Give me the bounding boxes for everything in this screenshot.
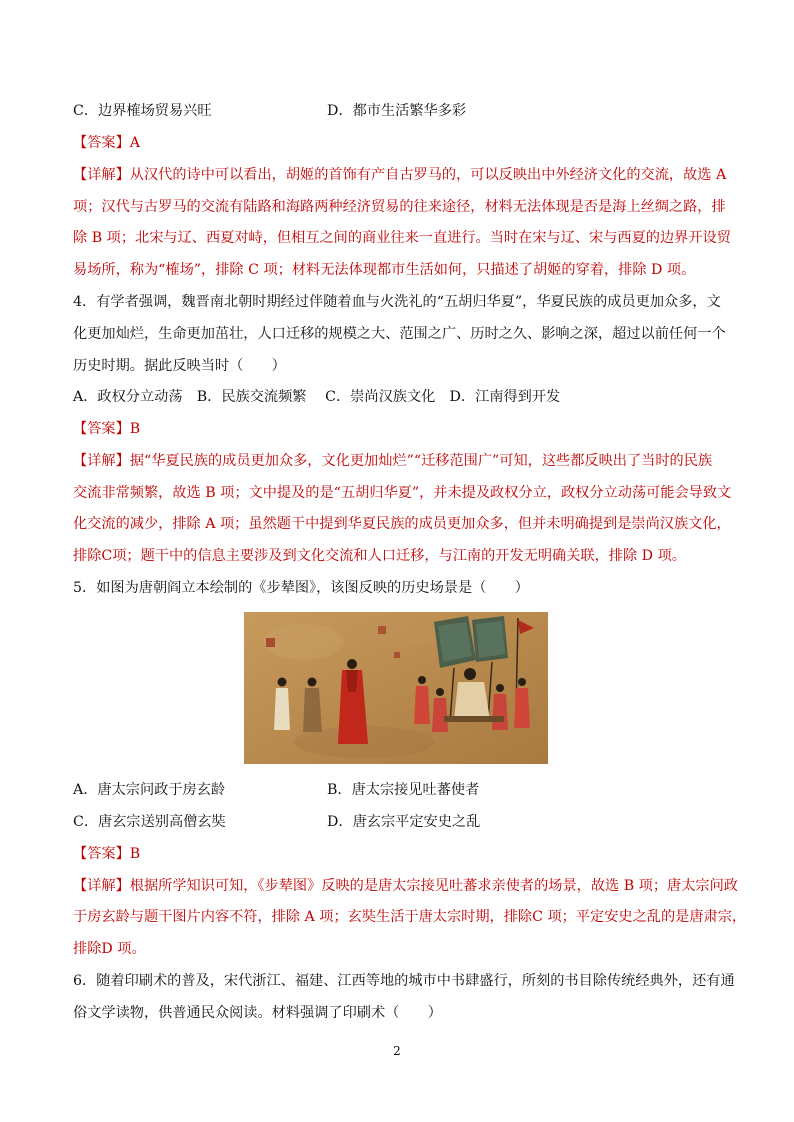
q5-option-c: C．唐玄宗送别高僧玄奘: [73, 814, 226, 830]
q5-option-d: D．唐玄宗平定安史之乱: [327, 814, 481, 830]
detail-tag: 【详解】: [73, 453, 130, 469]
q5-detail-line: 于房玄龄与题干图片内容不符，排除 A 项；玄奘生活于唐太宗时期，排除C 项；平定安史之乱的是唐肃宗，: [73, 909, 747, 925]
answer-tag: 【答案】: [73, 135, 130, 151]
q4-stem-line: 历史时期。据此反映当时（ ）: [73, 358, 286, 374]
detail-text: 从汉代的诗中可以看出，胡姬的首饰有产自古罗马的，可以反映出中外经济文化的交流，故选 A: [129, 167, 727, 183]
bunian-tu-painting: [244, 612, 548, 764]
detail-text: 根据所学知识可知，《步辇图》反映的是唐太宗接见吐蕃求亲使者的场景，故选 B 项；唐太宗问政: [129, 878, 738, 894]
answer-value: B: [129, 846, 141, 862]
q5-answer: [73, 844, 140, 864]
q5-stem: 5．如图为唐朝阎立本绘制的《步辇图》，该图反映的历史场景是（ ）: [73, 580, 529, 596]
q3-detail-line: 项；汉代与古罗马的交流有陆路和海路两种经济贸易的往来途径，材料无法体现是否是海上丝绸之路，排: [73, 199, 726, 215]
answer-value: A: [129, 135, 141, 151]
q3-detail-line: 易场所，称为“榷场”，排除 C 项；材料无法体现都市生活如何，只描述了胡姬的穿着，排除 D 项。: [73, 262, 696, 278]
answer-value: B: [129, 421, 141, 437]
q4-answer: [73, 419, 140, 439]
detail-tag: 【详解】: [73, 878, 130, 894]
q4-detail-line: 交流非常频繁，故选 B 项；文中提及的是“五胡归华夏”，并未提及政权分立，政权分立动荡可能会导致文: [73, 485, 732, 501]
q3-detail-line: 除 B 项；北宋与辽、西夏对峙，但相互之间的商业往来一直进行。当时在宋与辽、宋与西夏的边界开设贸: [73, 230, 731, 246]
q3-option-c: C．边界榷场贸易兴旺: [73, 103, 212, 119]
q3-answer: [73, 133, 140, 153]
q5-detail-line: 排除D 项。: [73, 941, 146, 957]
answer-tag: 【答案】: [73, 846, 130, 862]
detail-text: 据“华夏民族的成员更加众多，文化更加灿烂”“迁移范围广”可知，这些都反映出了当时的民族: [129, 453, 713, 469]
q4-stem-line: 4．有学者强调，魏晋南北朝时期经过伴随着血与火洗礼的“五胡归华夏”，华夏民族的成员更加众多，文: [73, 294, 721, 310]
painting-illustration: [244, 612, 548, 764]
q5-detail-line: [73, 876, 738, 896]
q5-option-a: A．唐太宗问政于房玄龄: [73, 782, 226, 798]
detail-tag: 【详解】: [73, 167, 130, 183]
page-number: 2: [393, 1044, 401, 1058]
q3-detail-line: [73, 165, 726, 185]
q4-detail-line: [73, 451, 712, 471]
q4-stem-line: 化更加灿烂，生命更加茁壮，人口迁移的规模之大、范围之广、历时之久、影响之深，超过以前任何一个: [73, 326, 726, 342]
answer-tag: 【答案】: [73, 421, 130, 437]
q4-detail-line: 化交流的减少，排除 A 项；虽然题干中提到华夏民族的成员更加众多，但并未明确提到是崇尚汉族文化，: [73, 516, 731, 532]
q6-stem-line: 俗文学读物，供普通民众阅读。材料强调了印刷术（ ）: [73, 1005, 442, 1021]
q4-detail-line: 排除C项；题干中的信息主要涉及到文化交流和人口迁移，与江南的开发无明确关联，排除 D 项。: [73, 548, 686, 564]
q3-option-d: D．都市生活繁华多彩: [327, 103, 467, 119]
q5-option-b: B．唐太宗接见吐蕃使者: [327, 782, 480, 798]
q4-options: A．政权分立动荡 B．民族交流频繁 C．崇尚汉族文化 D．江南得到开发: [73, 389, 561, 405]
q6-stem-line: 6．随着印刷术的普及，宋代浙江、福建、江西等地的城市中书肆盛行，所刻的书目除传统经典外，还有通: [73, 973, 735, 989]
